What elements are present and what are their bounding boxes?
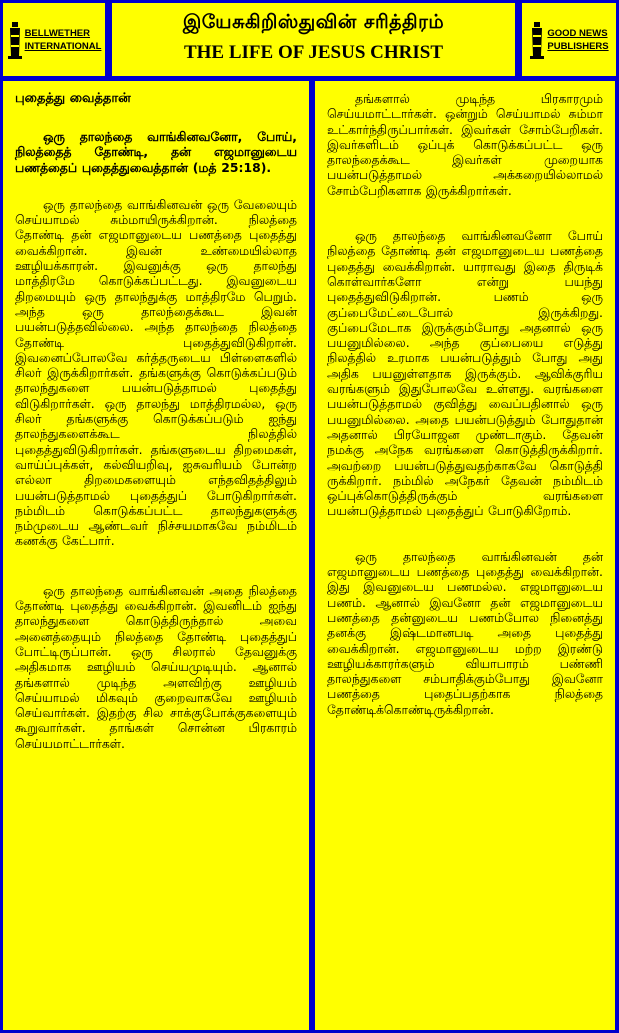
good-news-logo xyxy=(522,3,616,76)
scripture-verse: ஒரு தாலந்தை வாங்கினவனோ, போய், நிலத்தைத் தோண்டி, தன் எஜமானுடைய பணத்தைப் புதைத்துவைத்தான் (மத் 25:18). xyxy=(15,129,297,175)
paragraph: ஒரு தாலந்தை வாங்கினவனோ போய் நிலத்தை தோண்டி தன் எஜமானுடைய பணத்தை புதைத்து வைக்கிறான். யாராவது இதை திருடிக் கொள்வார்களோ என்று பயந்து புதைத்துவிடுகிறான். பணம் ஒரு குப்பைமேட்டைபோல் இருக்கிறது. குப்பைமேடாக இருக்கும்போது அதனால் ஒரு பயனுமில்லை. அந்த குப்பையை எடுத்து நிலத்தில் உரமாக பயன்படுத்தும் போது அது அதிக பயனுள்ளதாக இருக்கும். ஆவிக்குரிய வரங்களும் இதுபோலவே உள்ளது. வரங்களை பயன்படுத்தாமல் குவித்து வைப்பதினால் ஒரு பயனுமில்லை. அதை பயன்படுத்தும் போதுதான் அதனால் பிரயோஜன முண்டாகும். தேவன் நமக்கு அநேக வரங்களை கொடுத்திருக்கிறார். அவற்றை பயன்படுத்துவதற்காகவே கொடுத்தி ருக்கிறார். நம்மில் அநேகர் தேவன் நம்மிடம் ஒப்புக்கொடுத்திருக்கும் வரங்களை பயன்படுத்தாமல் புதைத்துப் போடுகிறோம். xyxy=(327,228,603,519)
lighthouse-icon xyxy=(7,20,23,60)
lighthouse-icon xyxy=(529,20,545,60)
left-column xyxy=(3,81,309,1030)
paragraph: ஒரு தாலந்தை வாங்கினவன் தன் எஜமானுடைய பணத்தை புதைத்து வைக்கிறான். இது இவனுடைய பணமல்ல. எஜமானுடைய பணம். ஆனால் இவனோ தன் எஜமானுடைய பணத்தை தன்னுடைய பணம்போல நினைத்து தனக்கு இஷ்டமானபடி அதை புதைத்து வைக்கிறான். எஜமானுடைய மற்ற இரண்டு ஊழியக்காரர்களும் வியாபாரம் பண்ணி தாலந்துகளை சம்பாதிக்கும்போது இவனோ பணத்தை புதைப்பதற்காக நிலத்தை தோண்டிக்கொண்டிருக்கிறான். xyxy=(327,548,603,717)
bellwether-logo-text: BELLWETHER INTERNATIONAL xyxy=(24,27,102,52)
bellwether-logo xyxy=(3,3,105,76)
paragraph: தங்களால் முடிந்த பிரகாரமும் செய்யமாட்டார்கள். ஒன்றும் செய்யாமல் சும்மா உட்கார்ந்திருப்பார்கள். இவர்கள் சோம்பேறிகள். இவர்களிடம் ஒப்புக் கொடுக்கப்பட்ட ஒரு தாலந்தைக்கூட இவர்கள் முறையாக பயன்படுத்தாமல் அக்கறையில்லாமல் சோம்பேறிகளாக இருக்கிறார்கள். xyxy=(327,91,603,198)
tamil-title: இயேசுகிறிஸ்துவின் சரித்திரம் xyxy=(182,11,445,33)
english-title: THE LIFE OF JESUS CHRIST xyxy=(183,42,444,63)
paragraph: ஒரு தாலந்தை வாங்கினவன் ஒரு வேலையும் செய்யாமல் சும்மாயிருக்கிறான். நிலத்தை தோண்டி தன் எஜமானுடைய பணத்தை புதைத்து வைக்கிறான். இவன் உண்மையில்லாத ஊழியக்காரன். இவனுக்கு ஒரு தாலந்து மாத்திரமே கொடுக்கப்பட்டது. இவனுடைய திறமையும் ஒரு தாலந்துக்கு மாத்திரமே பெறும். அந்த ஒரு தாலந்தைக்கூட இவன் பயன்படுத்தவில்லை. அந்த தாலந்தை நிலத்தை தோண்டி புதைத்துவிடுகிறான். இவனைப்போலவே கர்த்தருடைய பிள்ளைகளில் சிலர் இருக்கிறார்கள். தங்களுக்கு கொடுக்கப்படும் தாலந்துகளை பயன்படுத்தாமல் புதைத்து விடுகிறார்கள். ஒரு தாலந்து மாத்திரமல்ல, ஒரு சிலர் தங்களுக்கு கொடுக்கப்படும் ஐந்து தாலந்துகளைக்கூட நிலத்தில் புதைத்துவிடுகிறார்கள். தங்களுடைய திறமைகள், வாய்ப்புக்கள், கல்வியறிவு, ஐசுவரியம் போன்ற எல்லா திறமைகளையும் எந்தவிதத்திலும் பயன்படுத்தாமல் புதைத்துப் போடுகிறார்கள். நம்மிடம் கொடுக்கப்பட்ட தாலந்துகளுக்கு நம்முடைய ஆண்டவர் நிச்சயமாகவே நம்மிடம் கணக்கு கேட்பார். xyxy=(15,196,297,549)
article-heading: புதைத்து வைத்தான் xyxy=(15,91,131,106)
right-column xyxy=(315,81,615,1030)
title-panel xyxy=(112,3,515,76)
good-news-logo-text: GOOD NEWS PUBLISHERS xyxy=(547,27,609,52)
paragraph: ஒரு தாலந்தை வாங்கினவன் அதை நிலத்தை தோண்டி புதைத்து வைக்கிறான். இவனிடம் ஐந்து தாலந்துகளை கொடுத்திருந்தால் அவை அனைத்தையும் நிலத்தை தோண்டி புதைத்துப் போட்டிருப்பான். ஒரு சிலரால் தேவனுக்கு அதிகமாக ஊழியம் செய்யமுடியும். ஆனால் தங்களால் முடிந்த அளவிற்கு ஊழியம் செய்யாமல் மிகவும் குறைவாகவே ஊழியம் செய்வார்கள். இதற்கு சில சாக்குபோக்குகளையும் கூறுவார்கள். தாங்கள் சொன்ன பிரகாரம் செய்யமாட்டார்கள். xyxy=(15,582,297,751)
